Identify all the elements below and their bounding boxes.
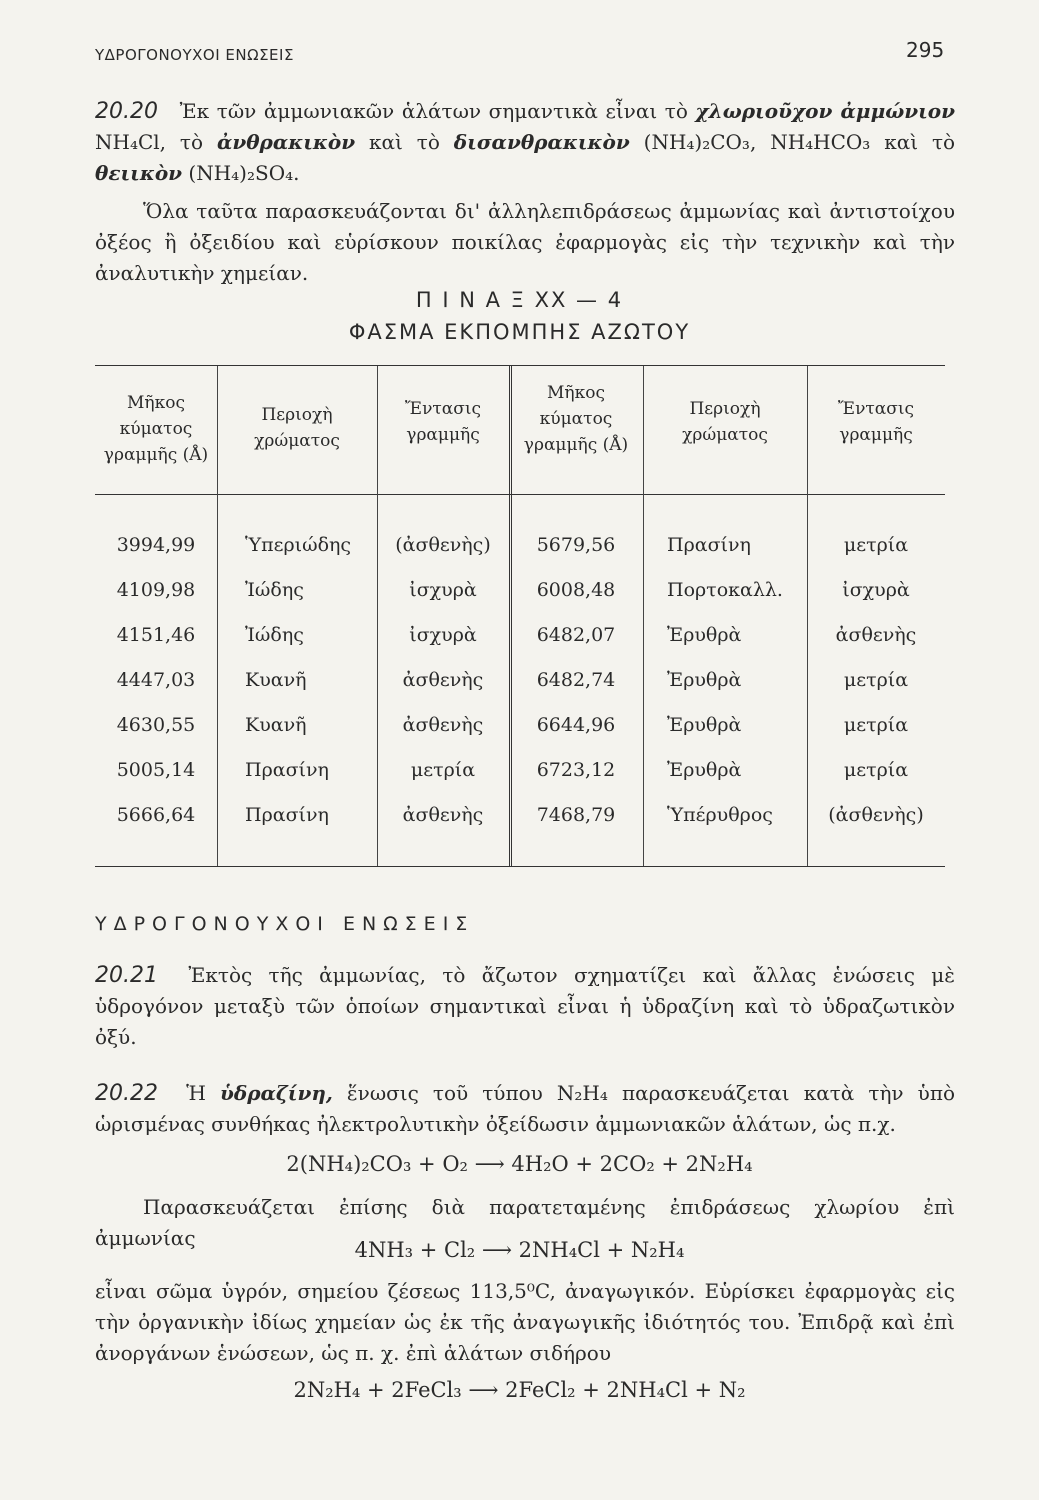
table-cell: ἀσθενὴς xyxy=(402,669,484,691)
table-cell: Ἰώδης xyxy=(245,624,304,646)
equation-3: 2N₂H₄ + 2FeCl₃ ⟶ 2FeCl₂ + 2NH₄Cl + N₂ xyxy=(293,1378,746,1402)
paragraph-chlorine: Παρασκευάζεται ἐπίσης διὰ παρατεταμένης ἐπιδράσεως χλωρίου ἐπὶ ἀμμωνίας xyxy=(95,1195,955,1250)
section-20-20 xyxy=(95,96,955,189)
formula: NH₄Cl, xyxy=(95,130,167,154)
table-cell: μετρία xyxy=(410,759,476,781)
formula: (NH₄)₂CO₃, xyxy=(643,130,757,154)
table-cell: (ἀσθενὴς) xyxy=(395,534,491,556)
table-cell: 7468,79 xyxy=(536,804,616,826)
text: ἕνωσις τοῦ τύπου N₂H₄ παρασκευάζεται κατὰ τὴν ὑπὸ ὡρισμένας συνθήκας ἠλεκτρολυτικὴν ὀξείδωσιν ἀμμωνιακῶν ἁλάτων, ὡς π.χ. xyxy=(95,1081,956,1136)
table-cell: Πορτοκαλλ. xyxy=(667,579,783,601)
table-cell: μετρία xyxy=(843,669,909,691)
table-cell: ἀσθενὴς xyxy=(402,714,484,736)
table-cell: 4109,98 xyxy=(116,579,196,601)
table-cell: Ἐρυθρὰ xyxy=(667,624,742,646)
table-cell: 6008,48 xyxy=(536,579,616,601)
equation-1: 2(NH₄)₂CO₃ + O₂ ⟶ 4H₂O + 2CO₂ + 2N₂H₄ xyxy=(286,1152,753,1176)
table-cell: ἰσχυρὰ xyxy=(409,579,477,601)
section-number: 20.21 xyxy=(95,963,158,988)
term: θειικὸν xyxy=(95,161,183,185)
term: ὑδραζίνη, xyxy=(220,1081,333,1105)
formula: NH₄HCO₃ xyxy=(770,130,871,154)
table-cell: 6482,74 xyxy=(536,669,616,691)
section-20-22 xyxy=(95,1078,955,1140)
table-cell: 4447,03 xyxy=(116,669,196,691)
table-cell: Ἰώδης xyxy=(245,579,304,601)
term: χλωριοῦχον ἀμμώνιον xyxy=(695,99,956,123)
section-number: 20.20 xyxy=(95,99,158,124)
table-cell: Κυανῆ xyxy=(245,669,307,691)
table-cell: 4630,55 xyxy=(116,714,196,736)
text: καὶ τὸ xyxy=(884,130,956,154)
table-cell: 5679,56 xyxy=(536,534,616,556)
header-rule xyxy=(95,494,945,495)
table-cell: Ὑπεριώδης xyxy=(245,534,352,556)
header-color-region: Περιοχὴ χρώματος xyxy=(254,405,340,451)
table-cell: 4151,46 xyxy=(116,624,196,646)
text: Ἐκ τῶν ἀμμωνιακῶν ἁλάτων σημαντικὰ εἶναι τὸ xyxy=(179,99,688,123)
table-cell: 6482,07 xyxy=(536,624,616,646)
table-cell: Ἐρυθρὰ xyxy=(667,714,742,736)
table-caption: ΦΑΣΜΑ ΕΚΠΟΜΠΗΣ ΑΖΩΤΟΥ xyxy=(348,320,691,344)
running-head: ΥΔΡΟΓΟΝΟΥΧΟΙ ΕΝΩΣΕΙΣ xyxy=(95,46,294,64)
header-intensity: Ἔντασις γραμμῆς xyxy=(837,399,915,445)
emission-spectrum-table xyxy=(95,365,945,867)
table-cell: 5005,14 xyxy=(116,759,196,781)
equation-2: 4NH₃ + Cl₂ ⟶ 2NH₄Cl + N₂H₄ xyxy=(354,1238,685,1262)
paragraph-properties: εἶναι σῶμα ὑγρόν, σημείου ζέσεως 113,5⁰C, ἀναγωγικόν. Εὑρίσκει ἐφαρμογὰς εἰς τὴν ὀργανικὴν ἰδίως χημείαν ὡς ἐκ τῆς ἀναγωγικῆς ἰδιότητός του. Ἐπιδρᾷ καὶ ἐπὶ ἀνοργάνων ἑνώσεων, ὡς π. χ. ἐπὶ ἁλάτων σιδήρου xyxy=(95,1279,955,1365)
section-number: 20.22 xyxy=(95,1081,158,1106)
table-cell: Ὑπέρυθρος xyxy=(667,804,773,826)
text: τὸ xyxy=(179,130,204,154)
table-cell: μετρία xyxy=(843,759,909,781)
table-cell: Πρασίνη xyxy=(245,804,329,826)
text: Ἡ xyxy=(186,1081,206,1105)
header-intensity: Ἔντασις γραμμῆς xyxy=(404,399,482,445)
section-20-21 xyxy=(95,960,955,1053)
table-label: Π Ι Ν Α Ξ XX — 4 xyxy=(415,288,624,312)
table-cell: ἀσθενὴς xyxy=(835,624,917,646)
table-cell: μετρία xyxy=(843,534,909,556)
table-cell: Πρασίνη xyxy=(245,759,329,781)
section-heading: ΥΔΡΟΓΟΝΟΥΧΟΙ ΕΝΩΣΕΙΣ xyxy=(95,913,475,935)
text: καὶ τὸ xyxy=(369,130,440,154)
table-cell: Ἐρυθρὰ xyxy=(667,759,742,781)
table-cell: Ἐρυθρὰ xyxy=(667,669,742,691)
table-cell: Πρασίνη xyxy=(667,534,751,556)
table-cell: (ἀσθενὴς) xyxy=(828,804,924,826)
table-cell: μετρία xyxy=(843,714,909,736)
header-color-region: Περιοχὴ χρώματος xyxy=(682,399,768,445)
header-wavelength: Μῆκος κύματος γραμμῆς (Å) xyxy=(523,383,629,455)
table-cell: ἀσθενὴς xyxy=(402,804,484,826)
table-cell: 3994,99 xyxy=(116,534,196,556)
table-cell: ἰσχυρὰ xyxy=(842,579,910,601)
table-cell: 6644,96 xyxy=(536,714,616,736)
table-cell: 6723,12 xyxy=(536,759,616,781)
term: ἀνθρακικὸν xyxy=(216,130,356,154)
header-wavelength: Μῆκος κύματος γραμμῆς (Å) xyxy=(103,393,209,465)
term: δισανθρακικὸν xyxy=(453,130,630,154)
formula: (NH₄)₂SO₄. xyxy=(188,161,300,185)
table-cell: Κυανῆ xyxy=(245,714,307,736)
page-number: 295 xyxy=(906,38,945,62)
table-cell: ἰσχυρὰ xyxy=(409,624,477,646)
table-cell: 5666,64 xyxy=(116,804,196,826)
paragraph-salts-use: Ὅλα ταῦτα παρασκευάζονται δι' ἀλληλεπιδράσεως ἀμμωνίας καὶ ἀντιστοίχου ὀξέος ἢ ὀξειδίου καὶ εὑρίσκουν ποικίλας ἐφαρμογὰς εἰς τὴν τεχνικὴν καὶ τὴν ἀναλυτικὴν χημείαν. xyxy=(95,199,955,285)
text: Ἐκτὸς τῆς ἀμμωνίας, τὸ ἄζωτον σχηματίζει καὶ ἄλλας ἑνώσεις μὲ ὑδρογόνον μεταξὺ τῶν ὁποίων σημαντικαὶ εἶναι ἡ ὑδραζίνη καὶ τὸ ὑδραζωτικὸν ὀξύ. xyxy=(95,963,955,1049)
